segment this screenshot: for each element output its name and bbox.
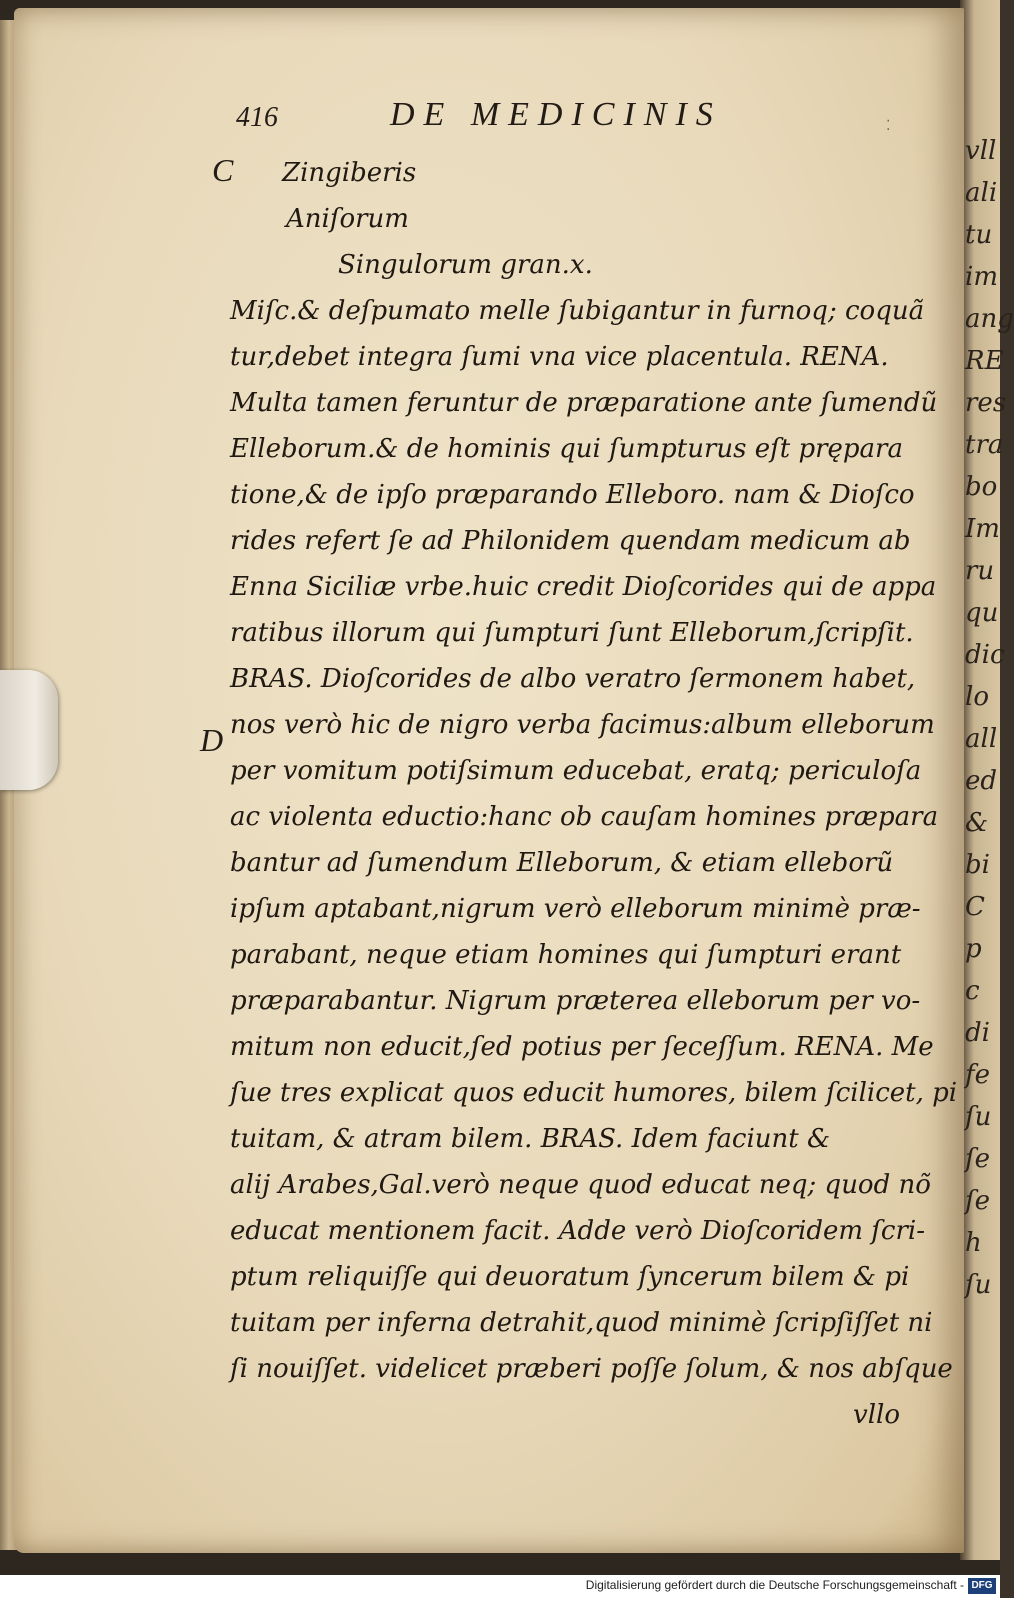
facing-page-fragment: ſe [965, 1186, 991, 1216]
text-line: Elleborum.& de hominis qui ſumpturus eſt prępara [230, 434, 903, 464]
text-line: BRAS. Dioſcorides de albo veratro ſermonem habet, [230, 664, 916, 694]
text-line: tione,& de ipſo præparando Elleboro. nam & Dioſco [230, 480, 915, 510]
digitization-footer [0, 1575, 1000, 1598]
facing-page-text [965, 130, 1014, 1306]
facing-page-fragment: lo [965, 682, 989, 712]
text-line: præparabantur. Nigrum præterea elleborum per vo- [230, 986, 921, 1016]
facing-page-fragment: ſu [965, 1270, 992, 1300]
text-line: tuitam, & atram bilem. BRAS. Idem faciunt & [230, 1124, 831, 1154]
facing-page-fragment: ang [965, 304, 1014, 334]
margin-letter-d: D [200, 722, 224, 758]
facing-page-fragment: C [965, 892, 985, 922]
text-line: parabant, neque etiam homines qui ſumpturi erant [230, 940, 902, 970]
margin-letter-c: C [212, 152, 234, 188]
facing-page-fragment: fe [965, 1060, 991, 1090]
facing-page-fragment: RE [965, 346, 1004, 376]
facing-page-fragment: qu [965, 598, 999, 628]
text-line: rides refert ſe ad Philonidem quendam medicum ab [230, 526, 911, 556]
facing-page-fragment: bo [965, 472, 998, 502]
facing-page-fragment: bi [965, 850, 990, 880]
dfg-logo-icon: DFG [968, 1578, 996, 1594]
facing-page-fragment: h [965, 1228, 982, 1258]
text-line: Enna Siciliæ vrbe.huic credit Dioſcorides qui de appa [230, 572, 937, 602]
text-line: ipſum aptabant,nigrum verò elleborum minimè præ- [230, 894, 921, 924]
facing-page-fragment: c [965, 976, 980, 1006]
text-line: mitum non educit,ſed potius per ſeceſſum. RENA. Me [230, 1032, 934, 1062]
footer-credit: Digitalisierung gefördert durch die Deutsche Forschungsgemeinschaft - [585, 1578, 964, 1592]
facing-page-fragment: ſu [965, 1102, 992, 1132]
text-line: educat mentionem facit. Adde verò Dioſcoridem ſcri- [230, 1216, 925, 1246]
text-line: Singulorum gran.x. [338, 250, 593, 280]
facing-page-fragment: res [965, 388, 1007, 418]
facing-page-fragment: di [965, 1018, 990, 1048]
page-clip [0, 670, 58, 790]
text-line: ratibus illorum qui ſumpturi ſunt Elleborum,ſcripſit. [230, 618, 914, 648]
running-title: DE MEDICINIS [390, 96, 722, 133]
text-line: nos verò hic de nigro verba facimus:album elleborum [230, 710, 935, 740]
corner-mark: ⁚ [886, 119, 891, 134]
facing-page-fragment: Im [965, 514, 1000, 544]
text-line: alij Arabes,Gal.verò neque quod educat neq; quod nõ [230, 1170, 931, 1200]
text-line: ac violenta eductio:hanc ob cauſam homines præpara [230, 802, 939, 832]
text-line: Multa tamen feruntur de præparatione ante ſumendũ [230, 388, 938, 418]
facing-page-fragment: ru [965, 556, 995, 586]
text-line: bantur ad ſumendum Elleborum, & etiam elleborũ [230, 848, 894, 878]
facing-page-fragment: tra [965, 430, 1004, 460]
text-line: ſue tres explicat quos educit humores, bilem ſcilicet, pi [230, 1078, 958, 1108]
facing-page-fragment: tu [965, 220, 993, 250]
text-line: Miſc.& deſpumato melle ſubigantur in furnoq; coquã [230, 296, 925, 326]
facing-page-fragment: p [965, 934, 982, 964]
text-line: per vomitum potiſsimum educebat, eratq; periculoſa [230, 756, 922, 786]
facing-page-fragment: ed [965, 766, 998, 796]
facing-page-fragment: dic [965, 640, 1005, 670]
facing-page-fragment: im [965, 262, 998, 292]
page-number: 416 [236, 102, 278, 133]
text-line: Aniſorum [286, 204, 409, 234]
facing-page-fragment: vll [965, 136, 997, 166]
page-header [236, 96, 936, 146]
facing-page-fragment: all [965, 724, 998, 754]
facing-page-fragment: & [965, 808, 989, 838]
text-line: Zingiberis [282, 158, 417, 188]
facing-page-fragment: ſe [965, 1144, 991, 1174]
facing-page-fragment: ali [965, 178, 998, 208]
text-line: tur,debet integra ſumi vna vice placentula. RENA. [230, 342, 889, 372]
text-line: ptum reliquiſſe qui deuoratum ſyncerum bilem & pi [230, 1262, 910, 1292]
main-text [230, 150, 958, 1438]
text-line: tuitam per inferna detrahit,quod minimè ſcripſiſſet ni [230, 1308, 933, 1338]
text-line: ſi nouiſſet. videlicet præberi poſſe ſolum, & nos abſque [230, 1354, 953, 1384]
catchword: vllo [853, 1400, 900, 1430]
